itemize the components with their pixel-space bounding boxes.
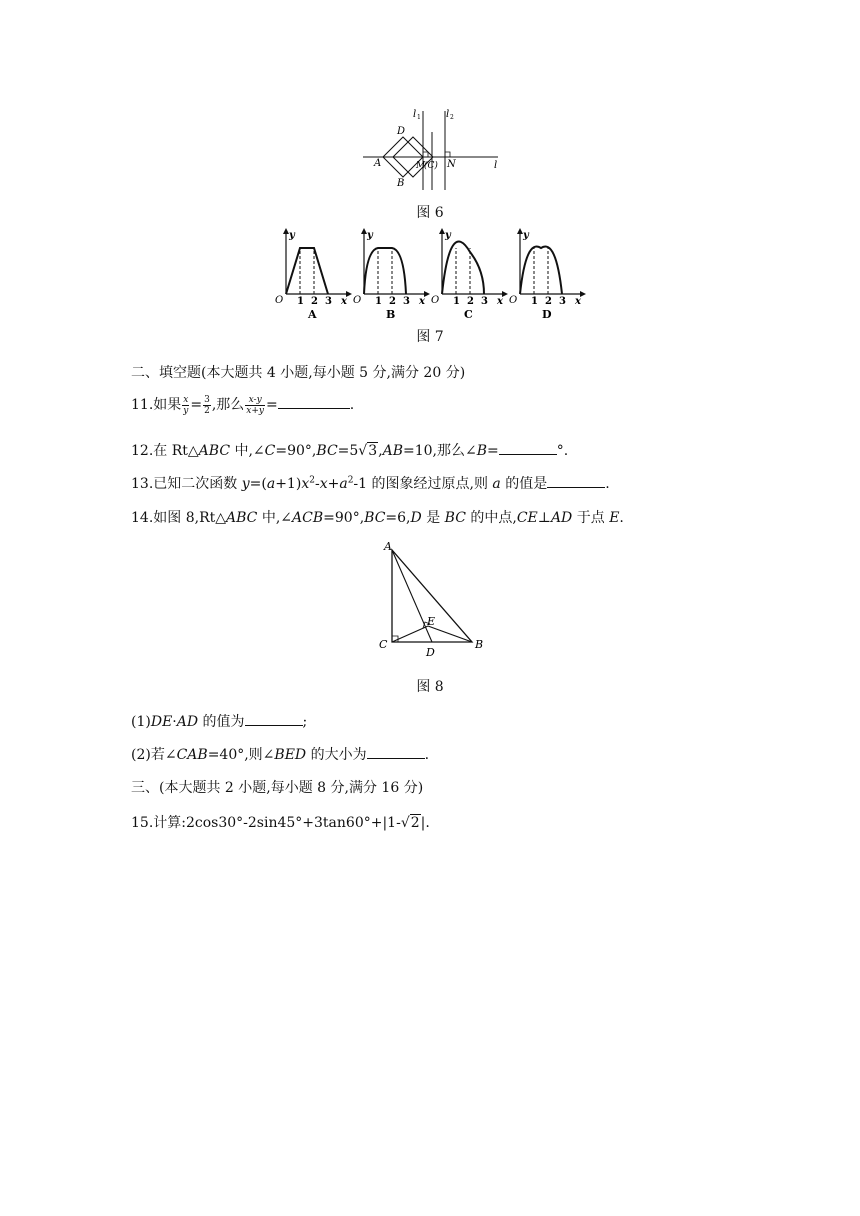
tick-label: 1 <box>297 296 304 307</box>
tick-label: 1 <box>453 296 460 307</box>
tick-label: 3 <box>403 296 410 307</box>
question-13: 13.已知二次函数 $y=(a+1)x^2-x+a^2-1$ 的图象经过原点,则 a 的值是 . <box>131 473 610 493</box>
label-l2: l <box>446 109 450 120</box>
question-15: 15.计算:2cos30°-2sin45°+3tan60°+|1-√2|. <box>131 815 430 831</box>
graph-option-b <box>353 228 430 320</box>
label-c: C <box>379 638 388 651</box>
graph-option-a <box>275 228 352 320</box>
graph-option-d <box>509 228 586 320</box>
axis-label-x: x <box>341 296 347 307</box>
answer-blank-13[interactable] <box>547 473 605 488</box>
segment-ce <box>392 626 428 642</box>
origin-label: O <box>509 295 518 306</box>
origin-label: O <box>431 295 440 306</box>
label-l: l <box>494 160 498 171</box>
question-14: 14.如图 8,Rt△ABC 中,∠ACB=90°,BC=6,D 是 BC 的中点,CE⊥AD 于点 E. <box>131 510 624 526</box>
answer-blank-11[interactable] <box>278 394 350 409</box>
question-14-part-1: (1)DE·AD 的值为 ; <box>131 711 307 731</box>
tick-label: 2 <box>467 296 474 307</box>
figure-8-caption: 图 8 <box>416 679 444 695</box>
question-14-part-2: (2)若∠CAB=40°,则∠BED 的大小为 . <box>131 744 429 764</box>
label-d: D <box>397 126 406 137</box>
axis-label-y: y <box>445 230 451 241</box>
option-letter: D <box>542 308 552 320</box>
tick-label: 3 <box>325 296 332 307</box>
tick-label: 1 <box>375 296 382 307</box>
tick-label: 2 <box>545 296 552 307</box>
answer-blank-14-2[interactable] <box>367 744 425 759</box>
axis-label-x: x <box>419 296 425 307</box>
option-letter: C <box>464 308 473 320</box>
label-m: M <box>416 161 426 171</box>
axis-label-y: y <box>523 230 529 241</box>
figure-6-diagram <box>360 104 505 192</box>
label-e: E <box>427 615 436 628</box>
label-n: N <box>447 159 456 170</box>
answer-blank-14-1[interactable] <box>245 711 303 726</box>
tick-label: 3 <box>481 296 488 307</box>
label-b: B <box>397 178 405 189</box>
label-b: B <box>475 638 484 651</box>
tick-label: 2 <box>311 296 318 307</box>
answer-blank-12[interactable] <box>499 440 557 455</box>
question-11: 11.如果 $\frac{x}{y}$ = $\frac{3}{2}$ ,那么 $\frac{x-y}{x+y}$ = . <box>131 394 355 416</box>
axis-label-x: x <box>575 296 581 307</box>
tick-label: 2 <box>389 296 396 307</box>
option-letter: A <box>308 308 317 320</box>
svg-text:1: 1 <box>417 114 421 121</box>
option-letter: B <box>386 308 396 320</box>
svg-text:2: 2 <box>450 114 454 121</box>
triangle-abc <box>392 550 472 642</box>
axis-label-x: x <box>497 296 503 307</box>
origin-label: O <box>353 295 362 306</box>
label-l1: l <box>413 109 417 120</box>
label-a: A <box>374 158 382 169</box>
section-3-heading: 三、(本大题共 2 小题,每小题 8 分,满分 16 分) <box>131 780 424 796</box>
figure-7-options <box>270 226 590 320</box>
figure-8-triangle <box>372 538 492 662</box>
axis-label-y: y <box>367 230 373 241</box>
origin-label: O <box>275 295 284 306</box>
graph-option-c <box>431 228 508 320</box>
question-12: 12.在 Rt△ABC 中,∠C=90°,BC=5√3,AB=10,那么∠B= °. <box>131 440 568 460</box>
label-a: A <box>384 540 392 553</box>
section-2-heading: 二、填空题(本大题共 4 小题,每小题 5 分,满分 20 分) <box>131 365 466 381</box>
tick-label: 1 <box>531 296 538 307</box>
figure-6-caption: 图 6 <box>416 205 444 221</box>
tick-label: 3 <box>559 296 566 307</box>
axis-label-y: y <box>289 230 295 241</box>
segment-ad <box>392 550 432 642</box>
label-d: D <box>426 646 435 659</box>
label-c: (C) <box>424 161 438 171</box>
figure-7-caption: 图 7 <box>416 329 444 345</box>
